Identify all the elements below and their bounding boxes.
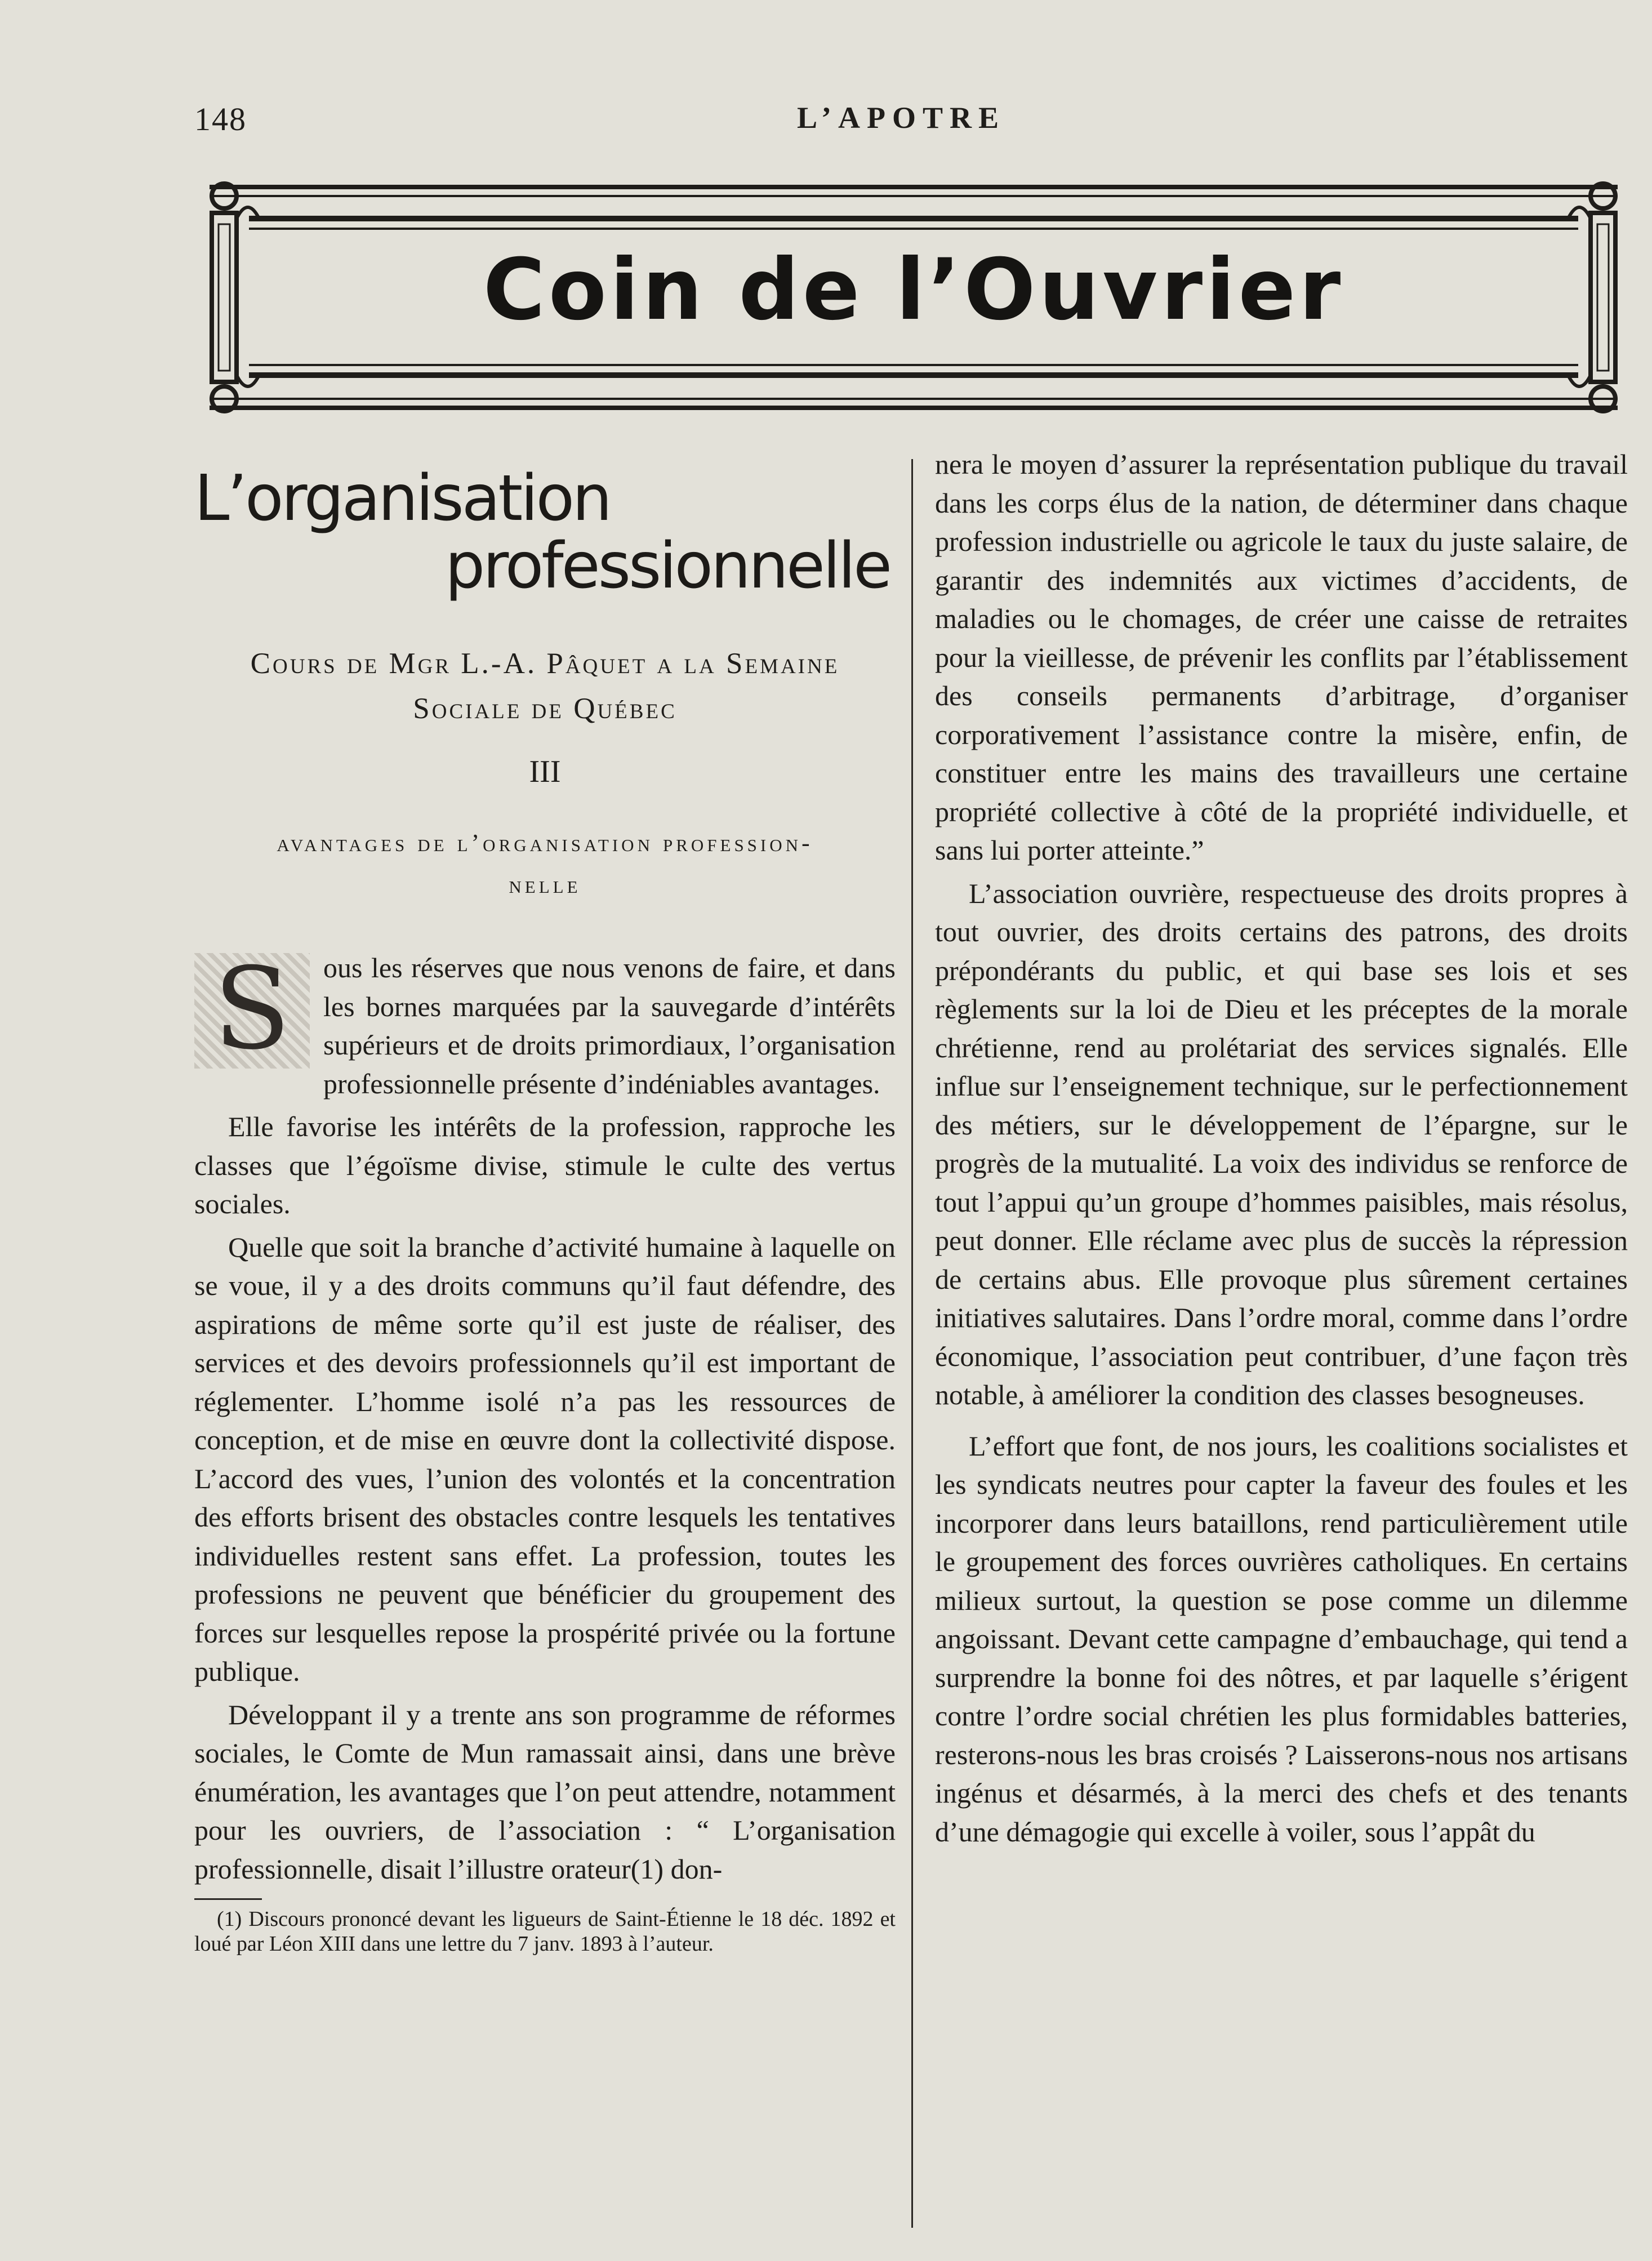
section-banner xyxy=(198,179,1629,416)
first-paragraph xyxy=(194,943,896,1103)
paragraph-left-3: Quelle que soit la branche d’activité humaine à laquelle on se voue, il y a des droits communs qu’il faut défendre, des aspirations de même sorte qu’il est juste de réaliser, des services et des devoirs professionnels qu’il est important de réglementer. L’homme isolé n’a pas les ressources de conception, et de mise en œuvre dont la collectivité dispose. L’accord des vues, l’union des volontés et la concentration des efforts brisent des obstacles contre lesquels les tentatives individuelles restent sans effet. La profession, toutes les professions ne peuvent que bénéficier du groupement des forces sur lesquelles repose la prospérité privée ou la fortune publique. xyxy=(194,1231,896,1687)
article-title-line2: professionnelle xyxy=(445,529,890,603)
running-title: L’APOTRE xyxy=(796,101,1006,135)
footnote-divider xyxy=(194,1898,262,1900)
drop-cap-ornament: S xyxy=(194,953,310,1069)
byline-line2: Sociale de Québec xyxy=(413,692,677,725)
right-column xyxy=(935,445,1628,1851)
section-heading-line2: nelle xyxy=(509,871,581,898)
paragraph-left-4: Développant il y a trente ans son programme de réformes sociales, le Comte de Mun ramassait ainsi, dans une brève énumération, les avantages que l’on peut attendre, notamment pour les ouvriers, de l’association : “ L’organisation professionnelle, disait l’illustre orateur(1) don- xyxy=(194,1698,896,1885)
left-column xyxy=(194,445,896,1978)
paragraph-right-3: L’effort que font, de nos jours, les coalitions socialistes et les syndicats neutres pour capter la faveur des foules et les incorporer dans leurs bataillons, rend particulièrement utile le groupement des forces ouvrières catholiques. En certains milieux surtout, la question se pose comme un dilemme angoissant. Devant cette campagne d’embauchage, qui tend a surprendre la bonne foi des nôtres, et par laquelle s’érigent contre l’ordre social chrétien les plus formidables batteries, resterons-nous les bras croisés ? Laisserons-nous nos artisans ingénus et désarmés, à la merci des chefs et des tenants d’une démagogie qui excelle à voiler, sous l’appât du xyxy=(935,1430,1628,1848)
paragraph-left-1: ous les réserves que nous venons de faire, et dans les bornes marquées par la sauvegarde d’intérêts supérieurs et de droits primordiaux, l’organisation professionnelle présente d’indéniables avantages. xyxy=(323,952,896,1100)
paragraph-left-2: Elle favorise les intérêts de la profession, rapproche les classes que l’égoïsme divise, stimule le culte des vertus sociales. xyxy=(194,1111,896,1219)
byline xyxy=(194,641,896,731)
section-heading xyxy=(194,822,896,906)
article-title xyxy=(194,445,896,637)
section-number: III xyxy=(529,754,561,789)
article-title-line1: L’organisation xyxy=(194,462,610,535)
section-heading-line1: avantages de l’organisation profession- xyxy=(277,829,813,857)
page-header xyxy=(194,100,1608,145)
column-divider xyxy=(911,459,913,2228)
footnote: (1) Discours prononcé devant les ligueurs de Saint-Étienne le 18 déc. 1892 et loué par Léon XIII dans une lettre du 7 janv. 1893 à l’auteur. xyxy=(194,1907,896,1956)
paragraph-right-2: L’association ouvrière, respectueuse des droits propres à tout ouvrier, des droits certains des patrons, des droits prépondérants du public, et qui base ses lois et ses règlements sur la loi de Dieu et les préceptes de la morale chrétienne, rend au prolétariat des services signalés. Elle influe sur l’enseignement technique, sur le perfectionnement des métiers, sur le développement de l’épargne, sur le progrès de la mutualité. La voix des individus se renforce de tout l’appui qu’un groupe d’hommes paisibles, mais résolus, peut donner. Elle réclame avec plus de succès la répression de certains abus. Elle provoque plus sûrement certaines initiatives salutaires. Dans l’ordre moral, comme dans l’ordre économique, l’association peut contribuer, d’une façon très notable, à améliorer la condition des classes besogneuses. xyxy=(935,877,1628,1410)
byline-line1: Cours de Mgr L.-A. Pâquet a la Semaine xyxy=(250,647,840,680)
banner-title: Coin de l’Ouvrier xyxy=(483,241,1344,339)
page-number: 148 xyxy=(194,101,247,137)
paragraph-right-1: nera le moyen d’assurer la représentation publique du travail dans les corps élus de la nation, de déterminer dans chaque profession industrielle ou agricole le taux du juste salaire, de garantir des indemnités aux victimes d’accidents, de maladies ou le chomages, de créer une caisse de retraites pour la vieillesse, de prévenir les conflits par l’établissement des conseils permanents d’arbitrage, d’organiser corporativement l’assistance contre la misère, enfin, de constituer entre les mains des travailleurs une certaine propriété collective à côté de la propriété individuelle, et sans lui porter atteinte.” xyxy=(935,448,1628,866)
